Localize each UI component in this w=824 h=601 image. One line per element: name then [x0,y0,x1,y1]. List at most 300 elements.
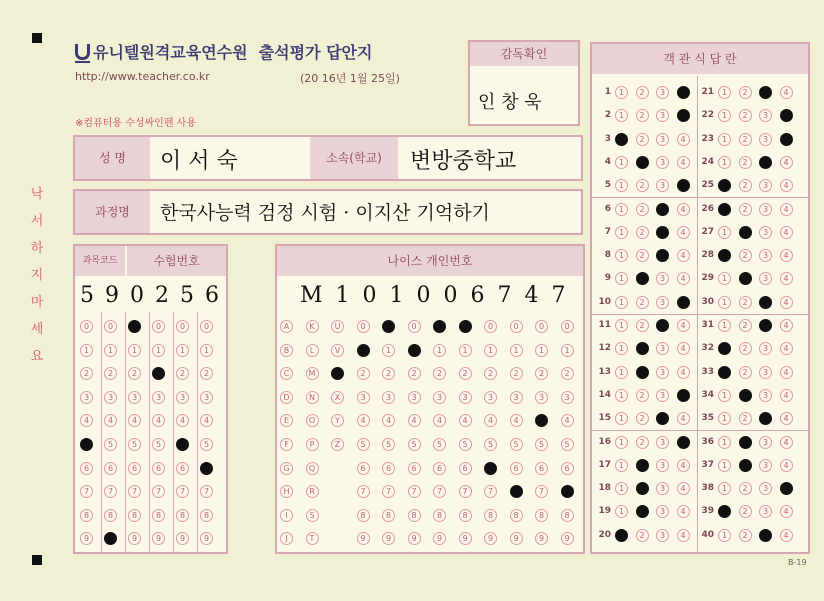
answer-bubble[interactable]: 3 [656,179,669,192]
answer-bubble[interactable]: 3 [759,86,772,99]
neis-bubble[interactable]: 1 [433,344,446,357]
exam-digit-bubble[interactable]: 2 [128,367,141,380]
answer-bubble[interactable]: 2 [636,249,649,262]
neis-bubble[interactable]: 2 [357,367,370,380]
answer-bubble[interactable]: 1 [615,133,628,146]
answer-bubble[interactable]: 3 [759,296,772,309]
answer-bubble[interactable]: 3 [656,86,669,99]
neis-bubble[interactable]: S [306,509,319,522]
exam-digit-bubble[interactable]: 3 [80,391,93,404]
answer-bubble[interactable]: 2 [739,389,752,402]
answer-bubble[interactable]: 2 [636,505,649,518]
neis-bubble[interactable]: 6 [382,462,395,475]
answer-bubble[interactable]: 2 [636,412,649,425]
exam-digit-bubble[interactable]: 2 [176,367,189,380]
answer-bubble[interactable]: 3 [759,459,772,472]
exam-digit-bubble[interactable]: 5 [200,438,213,451]
answer-bubble[interactable]: 2 [739,203,752,216]
exam-digit-bubble[interactable]: 2 [80,367,93,380]
answer-bubble[interactable]: 2 [739,459,752,472]
answer-bubble[interactable]: 2 [739,133,752,146]
answer-bubble[interactable]: 3 [759,436,772,449]
exam-digit-bubble[interactable]: 8 [152,509,165,522]
neis-bubble[interactable]: 2 [408,367,421,380]
answer-bubble[interactable]: 1 [718,366,731,379]
neis-bubble[interactable]: 3 [357,391,370,404]
exam-digit-bubble[interactable]: 5 [128,438,141,451]
answer-bubble[interactable]: 4 [677,156,690,169]
exam-digit-bubble[interactable]: 4 [128,414,141,427]
neis-bubble[interactable]: 1 [459,344,472,357]
answer-bubble[interactable]: 4 [780,412,793,425]
neis-bubble[interactable]: V [331,344,344,357]
answer-bubble[interactable]: 3 [656,389,669,402]
answer-bubble[interactable]: 1 [718,272,731,285]
neis-bubble[interactable]: 4 [382,414,395,427]
answer-bubble[interactable]: 1 [615,436,628,449]
answer-bubble[interactable]: 1 [615,226,628,239]
answer-bubble[interactable]: 4 [677,86,690,99]
answer-bubble[interactable]: 3 [759,366,772,379]
answer-bubble[interactable]: 1 [615,482,628,495]
neis-bubble[interactable]: N [306,391,319,404]
neis-bubble[interactable]: 6 [484,462,497,475]
answer-bubble[interactable]: 4 [677,412,690,425]
neis-bubble[interactable]: 1 [484,344,497,357]
answer-bubble[interactable]: 2 [636,133,649,146]
answer-bubble[interactable]: 3 [656,436,669,449]
answer-bubble[interactable]: 1 [718,319,731,332]
answer-bubble[interactable]: 4 [780,505,793,518]
neis-bubble[interactable]: 6 [561,462,574,475]
answer-bubble[interactable]: 1 [718,133,731,146]
answer-bubble[interactable]: 4 [677,505,690,518]
answer-bubble[interactable]: 2 [636,342,649,355]
answer-bubble[interactable]: 3 [656,109,669,122]
neis-bubble[interactable]: 2 [510,367,523,380]
answer-bubble[interactable]: 2 [739,296,752,309]
neis-bubble[interactable]: 3 [484,391,497,404]
neis-bubble[interactable]: K [306,320,319,333]
exam-digit-bubble[interactable]: 7 [104,485,117,498]
name-value[interactable]: 이 서 숙 [160,149,238,174]
answer-bubble[interactable]: 4 [780,342,793,355]
neis-bubble[interactable]: R [306,485,319,498]
neis-bubble[interactable]: L [306,344,319,357]
answer-bubble[interactable]: 2 [636,482,649,495]
exam-digit-bubble[interactable]: 0 [176,320,189,333]
neis-bubble[interactable]: I [280,509,293,522]
answer-bubble[interactable]: 1 [718,459,731,472]
neis-bubble[interactable]: 0 [459,320,472,333]
neis-bubble[interactable]: F [280,438,293,451]
answer-bubble[interactable]: 1 [718,505,731,518]
exam-digit-bubble[interactable]: 9 [152,532,165,545]
answer-bubble[interactable]: 2 [739,272,752,285]
answer-bubble[interactable]: 4 [677,296,690,309]
neis-bubble[interactable]: 6 [433,462,446,475]
neis-bubble[interactable]: U [331,320,344,333]
answer-bubble[interactable]: 1 [615,272,628,285]
answer-bubble[interactable]: 3 [656,156,669,169]
neis-bubble[interactable]: G [280,462,293,475]
answer-bubble[interactable]: 3 [759,109,772,122]
neis-bubble[interactable]: 4 [433,414,446,427]
answer-bubble[interactable]: 4 [780,109,793,122]
answer-bubble[interactable]: 1 [718,529,731,542]
answer-bubble[interactable]: 4 [780,249,793,262]
answer-bubble[interactable]: 2 [636,389,649,402]
exam-digit-bubble[interactable]: 6 [104,462,117,475]
answer-bubble[interactable]: 1 [615,342,628,355]
exam-digit-bubble[interactable]: 8 [128,509,141,522]
answer-bubble[interactable]: 3 [656,319,669,332]
answer-bubble[interactable]: 1 [615,366,628,379]
answer-bubble[interactable]: 1 [718,389,731,402]
exam-digit-bubble[interactable]: 7 [200,485,213,498]
neis-bubble[interactable]: B [280,344,293,357]
answer-bubble[interactable]: 3 [759,179,772,192]
exam-digit-bubble[interactable]: 0 [80,320,93,333]
answer-bubble[interactable]: 1 [615,109,628,122]
exam-digit-bubble[interactable]: 6 [80,462,93,475]
answer-bubble[interactable]: 1 [718,179,731,192]
neis-bubble[interactable]: 9 [382,532,395,545]
answer-bubble[interactable]: 3 [656,272,669,285]
answer-bubble[interactable]: 4 [677,272,690,285]
exam-digit-bubble[interactable]: 4 [200,414,213,427]
neis-bubble[interactable]: Z [331,438,344,451]
answer-bubble[interactable]: 2 [739,366,752,379]
neis-bubble[interactable]: 1 [382,344,395,357]
answer-bubble[interactable]: 2 [636,459,649,472]
answer-bubble[interactable]: 2 [636,179,649,192]
neis-bubble[interactable]: 8 [357,509,370,522]
exam-digit-bubble[interactable]: 2 [104,367,117,380]
answer-bubble[interactable]: 3 [656,133,669,146]
exam-digit-bubble[interactable]: 7 [128,485,141,498]
neis-bubble[interactable]: 8 [382,509,395,522]
neis-bubble[interactable]: 0 [408,320,421,333]
answer-bubble[interactable]: 2 [739,109,752,122]
neis-bubble[interactable]: 6 [510,462,523,475]
answer-bubble[interactable]: 2 [739,436,752,449]
exam-digit-bubble[interactable]: 7 [152,485,165,498]
neis-bubble[interactable]: 0 [535,320,548,333]
answer-bubble[interactable]: 4 [677,529,690,542]
exam-digit-bubble[interactable]: 3 [200,391,213,404]
answer-bubble[interactable]: 3 [759,389,772,402]
answer-bubble[interactable]: 4 [780,203,793,216]
exam-digit-bubble[interactable]: 9 [200,532,213,545]
answer-bubble[interactable]: 2 [739,179,752,192]
neis-bubble[interactable]: 9 [561,532,574,545]
neis-bubble[interactable]: 2 [535,367,548,380]
answer-bubble[interactable]: 2 [636,366,649,379]
neis-bubble[interactable]: 5 [510,438,523,451]
answer-bubble[interactable]: 1 [615,459,628,472]
answer-bubble[interactable]: 3 [759,505,772,518]
neis-bubble[interactable]: 9 [459,532,472,545]
exam-digit-bubble[interactable]: 7 [176,485,189,498]
neis-bubble[interactable]: 5 [357,438,370,451]
neis-bubble[interactable]: 1 [510,344,523,357]
exam-digit-bubble[interactable]: 4 [176,414,189,427]
answer-bubble[interactable]: 2 [636,272,649,285]
neis-bubble[interactable]: 5 [459,438,472,451]
exam-digit-bubble[interactable]: 8 [200,509,213,522]
neis-bubble[interactable]: 2 [484,367,497,380]
exam-digit-bubble[interactable]: 0 [128,320,141,333]
answer-bubble[interactable]: 4 [677,203,690,216]
answer-bubble[interactable]: 3 [759,342,772,355]
exam-digit-bubble[interactable]: 9 [176,532,189,545]
answer-bubble[interactable]: 1 [718,86,731,99]
neis-bubble[interactable]: 9 [408,532,421,545]
exam-digit-bubble[interactable]: 8 [80,509,93,522]
neis-bubble[interactable]: H [280,485,293,498]
neis-bubble[interactable]: 5 [433,438,446,451]
answer-bubble[interactable]: 4 [780,296,793,309]
answer-bubble[interactable]: 1 [615,86,628,99]
answer-bubble[interactable]: 2 [739,249,752,262]
neis-bubble[interactable]: M [306,367,319,380]
school-value[interactable]: 변방중학교 [410,149,517,174]
exam-digit-bubble[interactable]: 2 [152,367,165,380]
exam-digit-bubble[interactable]: 5 [80,438,93,451]
neis-bubble[interactable]: A [280,320,293,333]
answer-bubble[interactable]: 3 [656,203,669,216]
neis-bubble[interactable]: Q [306,462,319,475]
exam-digit-bubble[interactable]: 1 [80,344,93,357]
exam-digit-bubble[interactable]: 6 [152,462,165,475]
answer-bubble[interactable]: 4 [780,272,793,285]
answer-bubble[interactable]: 1 [615,389,628,402]
exam-digit-bubble[interactable]: 1 [176,344,189,357]
neis-bubble[interactable]: 3 [510,391,523,404]
answer-bubble[interactable]: 1 [615,203,628,216]
neis-bubble[interactable]: 8 [433,509,446,522]
answer-bubble[interactable]: 4 [780,389,793,402]
answer-bubble[interactable]: 1 [718,109,731,122]
answer-bubble[interactable]: 1 [615,319,628,332]
answer-bubble[interactable]: 1 [718,412,731,425]
answer-bubble[interactable]: 1 [718,156,731,169]
neis-bubble[interactable]: 3 [459,391,472,404]
answer-bubble[interactable]: 3 [656,249,669,262]
answer-bubble[interactable]: 1 [718,436,731,449]
neis-bubble[interactable]: 7 [382,485,395,498]
answer-bubble[interactable]: 4 [780,366,793,379]
neis-bubble[interactable]: 4 [484,414,497,427]
answer-bubble[interactable]: 4 [780,133,793,146]
answer-bubble[interactable]: 1 [615,505,628,518]
exam-digit-bubble[interactable]: 5 [104,438,117,451]
exam-digit-bubble[interactable]: 6 [176,462,189,475]
neis-bubble[interactable]: 6 [408,462,421,475]
answer-bubble[interactable]: 3 [759,226,772,239]
answer-bubble[interactable]: 4 [677,459,690,472]
exam-digit-bubble[interactable]: 0 [152,320,165,333]
answer-bubble[interactable]: 4 [677,389,690,402]
answer-bubble[interactable]: 3 [656,226,669,239]
neis-bubble[interactable]: 7 [510,485,523,498]
neis-bubble[interactable]: W [331,367,344,380]
answer-bubble[interactable]: 3 [656,529,669,542]
answer-bubble[interactable]: 2 [739,482,752,495]
exam-digit-bubble[interactable]: 8 [176,509,189,522]
neis-bubble[interactable]: O [306,414,319,427]
exam-digit-bubble[interactable]: 5 [152,438,165,451]
answer-bubble[interactable]: 4 [780,436,793,449]
neis-bubble[interactable]: 3 [535,391,548,404]
answer-bubble[interactable]: 4 [677,226,690,239]
exam-digit-bubble[interactable]: 3 [128,391,141,404]
neis-bubble[interactable]: 4 [510,414,523,427]
neis-bubble[interactable]: J [280,532,293,545]
exam-digit-bubble[interactable]: 5 [176,438,189,451]
answer-bubble[interactable]: 1 [718,226,731,239]
neis-bubble[interactable]: 6 [535,462,548,475]
answer-bubble[interactable]: 3 [656,366,669,379]
exam-digit-bubble[interactable]: 4 [80,414,93,427]
answer-bubble[interactable]: 1 [615,529,628,542]
answer-bubble[interactable]: 1 [615,179,628,192]
neis-bubble[interactable]: P [306,438,319,451]
answer-bubble[interactable]: 1 [615,296,628,309]
exam-digit-bubble[interactable]: 8 [104,509,117,522]
answer-bubble[interactable]: 3 [656,342,669,355]
neis-bubble[interactable]: 7 [433,485,446,498]
neis-bubble[interactable]: X [331,391,344,404]
answer-bubble[interactable]: 4 [780,226,793,239]
neis-bubble[interactable]: 2 [459,367,472,380]
neis-bubble[interactable]: 3 [408,391,421,404]
exam-digit-bubble[interactable]: 1 [128,344,141,357]
answer-bubble[interactable]: 3 [759,482,772,495]
answer-bubble[interactable]: 2 [739,86,752,99]
neis-bubble[interactable]: D [280,391,293,404]
answer-bubble[interactable]: 2 [636,156,649,169]
exam-digit-bubble[interactable]: 3 [104,391,117,404]
answer-bubble[interactable]: 2 [739,505,752,518]
exam-digit-bubble[interactable]: 1 [200,344,213,357]
answer-bubble[interactable]: 2 [739,156,752,169]
answer-bubble[interactable]: 4 [677,342,690,355]
answer-bubble[interactable]: 2 [636,109,649,122]
neis-bubble[interactable]: 1 [357,344,370,357]
answer-bubble[interactable]: 4 [780,529,793,542]
neis-bubble[interactable]: 7 [408,485,421,498]
neis-bubble[interactable]: 5 [535,438,548,451]
neis-bubble[interactable]: 0 [484,320,497,333]
neis-bubble[interactable]: 0 [357,320,370,333]
answer-bubble[interactable]: 4 [780,459,793,472]
answer-bubble[interactable]: 2 [739,319,752,332]
answer-bubble[interactable]: 1 [615,249,628,262]
neis-bubble[interactable]: 4 [408,414,421,427]
exam-digit-bubble[interactable]: 0 [200,320,213,333]
neis-bubble[interactable]: 8 [484,509,497,522]
answer-bubble[interactable]: 4 [780,319,793,332]
answer-bubble[interactable]: 3 [759,319,772,332]
answer-bubble[interactable]: 4 [677,366,690,379]
answer-bubble[interactable]: 2 [636,529,649,542]
answer-bubble[interactable]: 4 [677,133,690,146]
answer-bubble[interactable]: 3 [759,203,772,216]
answer-bubble[interactable]: 2 [739,412,752,425]
answer-bubble[interactable]: 3 [759,133,772,146]
answer-bubble[interactable]: 3 [656,505,669,518]
answer-bubble[interactable]: 2 [636,226,649,239]
answer-bubble[interactable]: 1 [615,412,628,425]
exam-digit-bubble[interactable]: 9 [80,532,93,545]
neis-bubble[interactable]: 6 [357,462,370,475]
answer-bubble[interactable]: 4 [677,249,690,262]
answer-bubble[interactable]: 1 [718,482,731,495]
neis-bubble[interactable]: 5 [484,438,497,451]
neis-bubble[interactable]: 0 [433,320,446,333]
neis-bubble[interactable]: 9 [510,532,523,545]
neis-bubble[interactable]: 7 [561,485,574,498]
neis-bubble[interactable]: 9 [484,532,497,545]
exam-digit-bubble[interactable]: 0 [104,320,117,333]
answer-bubble[interactable]: 2 [739,342,752,355]
answer-bubble[interactable]: 2 [636,296,649,309]
neis-bubble[interactable]: 1 [408,344,421,357]
neis-bubble[interactable]: 4 [357,414,370,427]
answer-bubble[interactable]: 4 [677,482,690,495]
exam-digit-bubble[interactable]: 7 [80,485,93,498]
neis-bubble[interactable]: 5 [382,438,395,451]
neis-bubble[interactable]: 9 [357,532,370,545]
neis-bubble[interactable]: 0 [561,320,574,333]
answer-bubble[interactable]: 2 [636,86,649,99]
neis-bubble[interactable]: 7 [357,485,370,498]
neis-bubble[interactable]: 2 [382,367,395,380]
exam-digit-bubble[interactable]: 2 [200,367,213,380]
neis-bubble[interactable]: 9 [433,532,446,545]
neis-bubble[interactable]: 1 [535,344,548,357]
neis-bubble[interactable]: 8 [459,509,472,522]
neis-bubble[interactable]: 7 [535,485,548,498]
exam-digit-bubble[interactable]: 3 [176,391,189,404]
neis-bubble[interactable]: 8 [510,509,523,522]
exam-digit-bubble[interactable]: 6 [128,462,141,475]
answer-bubble[interactable]: 3 [759,272,772,285]
neis-bubble[interactable]: 7 [484,485,497,498]
answer-bubble[interactable]: 1 [718,296,731,309]
answer-bubble[interactable]: 1 [718,249,731,262]
answer-bubble[interactable]: 2 [739,529,752,542]
exam-digit-bubble[interactable]: 1 [104,344,117,357]
neis-bubble[interactable]: 5 [408,438,421,451]
neis-bubble[interactable]: 9 [535,532,548,545]
neis-bubble[interactable]: T [306,532,319,545]
neis-bubble[interactable]: 0 [510,320,523,333]
answer-bubble[interactable]: 2 [739,226,752,239]
neis-bubble[interactable]: 2 [561,367,574,380]
neis-bubble[interactable]: C [280,367,293,380]
answer-bubble[interactable]: 2 [636,203,649,216]
answer-bubble[interactable]: 1 [615,156,628,169]
neis-bubble[interactable]: 8 [535,509,548,522]
answer-bubble[interactable]: 3 [759,156,772,169]
neis-bubble[interactable]: 1 [561,344,574,357]
neis-bubble[interactable]: 4 [459,414,472,427]
answer-bubble[interactable]: 2 [636,319,649,332]
answer-bubble[interactable]: 4 [780,482,793,495]
